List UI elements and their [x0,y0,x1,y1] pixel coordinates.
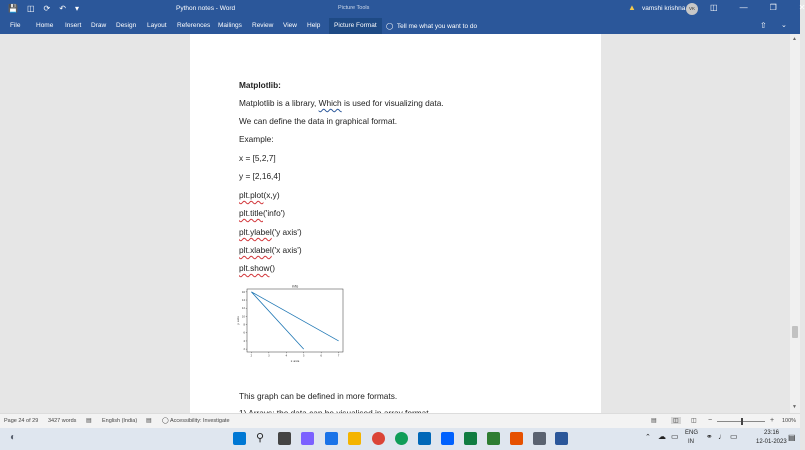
code-line-xlabel [239,245,302,255]
undo-icon[interactable]: ↶ [59,4,66,13]
text-segment: Matplotlib is a library, [239,98,319,108]
tab-file[interactable]: File [10,22,21,29]
tab-home[interactable]: Home [36,22,54,29]
autosave-icon[interactable]: ◫ [26,4,35,13]
ribbon-expand-icon[interactable]: ⌄ [781,22,787,29]
chart-y-tick-label: 12 [241,307,245,311]
context-tools-label: Picture Tools [338,5,370,11]
scroll-down-icon[interactable]: ▼ [792,404,797,410]
proofing-icon[interactable]: ▤ [86,418,92,424]
code-line-show [239,263,275,273]
search-icon[interactable]: ⚲ [256,432,265,444]
share-icon[interactable]: ⇧ [760,21,767,30]
chart-y-tick-label: 6 [243,331,245,335]
dropbox-icon[interactable] [441,432,454,445]
tell-me-search[interactable] [386,22,477,30]
chrome-icon[interactable] [372,432,385,445]
code-line-x: x = [5,2,7] [239,153,276,163]
edge-icon[interactable] [395,432,408,445]
notifications-icon[interactable]: ▤ [788,433,796,442]
spell-flag-word: plt.title [239,208,263,218]
tab-review[interactable]: Review [252,22,274,29]
chart-x-tick-label: 2 [250,354,253,358]
language-top[interactable]: ENG [685,430,699,436]
chart-x-axis-label: x axis [290,359,300,363]
tell-me-text: Tell me what you want to do [396,23,478,30]
customize-qat-icon[interactable]: ▾ [74,4,79,13]
text-segment: ('x axis') [271,245,302,255]
text-segment: ('info') [262,208,286,218]
text-segment: is used for visualizing data. [341,98,444,108]
spell-flag-word: plt.xlabel [239,245,272,255]
save-icon[interactable]: 💾 [8,4,18,13]
paragraph-graphical: We can define the data in graphical format. [239,116,398,126]
avatar[interactable]: VK [686,3,698,15]
embedded-chart-image[interactable] [236,283,358,369]
code-line-y: y = [2,16,4] [239,171,281,181]
app-icon[interactable] [510,432,523,445]
tab-references[interactable]: References [177,22,211,29]
word-count[interactable]: 3427 words [48,418,77,424]
document-workspace[interactable] [0,34,790,413]
lightbulb-icon: ◯ [386,23,394,30]
chart-y-tick-label: 8 [243,323,245,327]
chart-title: info [291,284,299,289]
redo-cycle-icon[interactable]: ⟳ [43,4,51,13]
paragraph-definition [239,98,444,108]
page-count[interactable]: Page 24 of 29 [4,418,39,424]
paragraph-example: Example: [239,134,274,144]
code-line-ylabel [239,227,302,237]
heading-matplotlib: Matplotlib: [239,80,281,90]
vertical-scrollbar[interactable] [790,34,800,413]
chart-x-tick-label: 4 [285,354,288,358]
tab-picture-format[interactable]: Picture Format [329,18,382,34]
word-icon[interactable] [555,432,568,445]
cloud-icon[interactable]: ☁ [658,432,666,441]
tab-design[interactable]: Design [116,22,137,29]
zoom-out-icon[interactable]: − [708,417,713,424]
web-layout-icon[interactable]: ◫ [691,418,697,424]
chart-y-axis-label: y axis [236,316,240,325]
start-icon[interactable] [233,432,246,445]
chart-background [236,283,358,369]
language-indicator[interactable]: English (India) [102,418,138,424]
document-page[interactable] [190,34,601,413]
zoom-in-icon[interactable]: + [770,417,775,424]
scroll-thumb[interactable] [792,326,798,338]
clock-time[interactable]: 23:16 [764,430,780,436]
text-predictions-icon[interactable]: ▤ [146,418,152,424]
user-name[interactable]: vamshi krishna [642,5,686,12]
battery-icon[interactable]: ▭ [671,432,679,441]
chart-y-tick-label: 10 [241,315,245,319]
paragraph-more-formats: This graph can be defined in more formats. [239,391,398,401]
text-segment: () [269,263,275,273]
teams-chat-icon[interactable] [301,432,314,445]
tab-mailings[interactable]: Mailings [218,22,242,29]
minimize-icon[interactable]: — [739,3,748,12]
accessibility-status[interactable]: Accessibility: Investigate [170,418,230,424]
spell-flag-word: plt.plot [239,190,264,200]
close-icon[interactable]: ✕ [798,3,805,12]
wifi-icon[interactable]: ⚭ [706,432,713,441]
code-line-title [239,208,285,218]
tab-help[interactable]: Help [307,22,321,29]
read-mode-icon[interactable]: ▤ [651,418,657,424]
code-line-plot [239,190,280,200]
chart-y-tick-label: 4 [243,339,245,343]
text-segment: ('y axis') [271,227,302,237]
chart-y-tick-label: 2 [243,348,245,352]
chart-y-tick-label: 14 [241,298,245,302]
zoom-slider-thumb[interactable] [741,418,743,425]
tab-draw[interactable]: Draw [91,22,107,29]
windows-taskbar [0,428,800,450]
clock-date[interactable]: 12-01-2023 [756,439,787,445]
maximize-icon[interactable]: ❐ [769,3,777,12]
status-bar [0,413,800,429]
tab-view[interactable]: View [283,22,297,29]
volume-icon[interactable]: ♩ [718,432,726,441]
battery-status-icon[interactable]: ▭ [730,432,738,441]
tab-layout[interactable]: Layout [147,22,167,29]
title-bar [0,0,805,18]
chevron-up-icon[interactable]: ⌃ [645,434,651,441]
ribbon-tabs [0,18,800,34]
chart-x-tick-label: 3 [267,354,270,358]
widgets-icon[interactable]: ◐ [10,432,17,443]
scroll-up-icon[interactable]: ▲ [792,36,797,42]
tab-insert[interactable]: Insert [65,22,82,29]
ribbon-display-icon[interactable]: ◫ [710,3,718,12]
chart-x-tick-label: 7 [337,354,340,358]
app-icon[interactable] [487,432,500,445]
window-controls [710,3,805,12]
window-title: Python notes - Word [176,5,236,12]
spell-flag-word: plt.ylabel [239,227,272,237]
zoom-level[interactable]: 100% [782,418,797,424]
chart-y-tick-label: 16 [241,290,245,294]
quick-access-toolbar [8,4,79,14]
spell-flag-word: plt.show [239,263,270,273]
mail-icon[interactable] [418,432,431,445]
grammar-flag-word: Which [318,98,342,108]
text-segment: (x,y) [263,190,280,200]
chart-x-tick-label: 5 [302,354,305,358]
excel-icon[interactable] [464,432,477,445]
chart-x-tick-label: 6 [320,354,323,358]
accessibility-icon[interactable]: ◯ [162,418,169,424]
warning-icon[interactable]: ▲ [628,3,636,12]
app-icon[interactable] [325,432,338,445]
app-icon[interactable] [533,432,546,445]
print-layout-icon[interactable]: ◫ [673,418,679,424]
file-explorer-icon[interactable] [348,432,361,445]
language-bottom[interactable]: IN [688,439,694,445]
task-view-icon[interactable] [278,432,291,445]
